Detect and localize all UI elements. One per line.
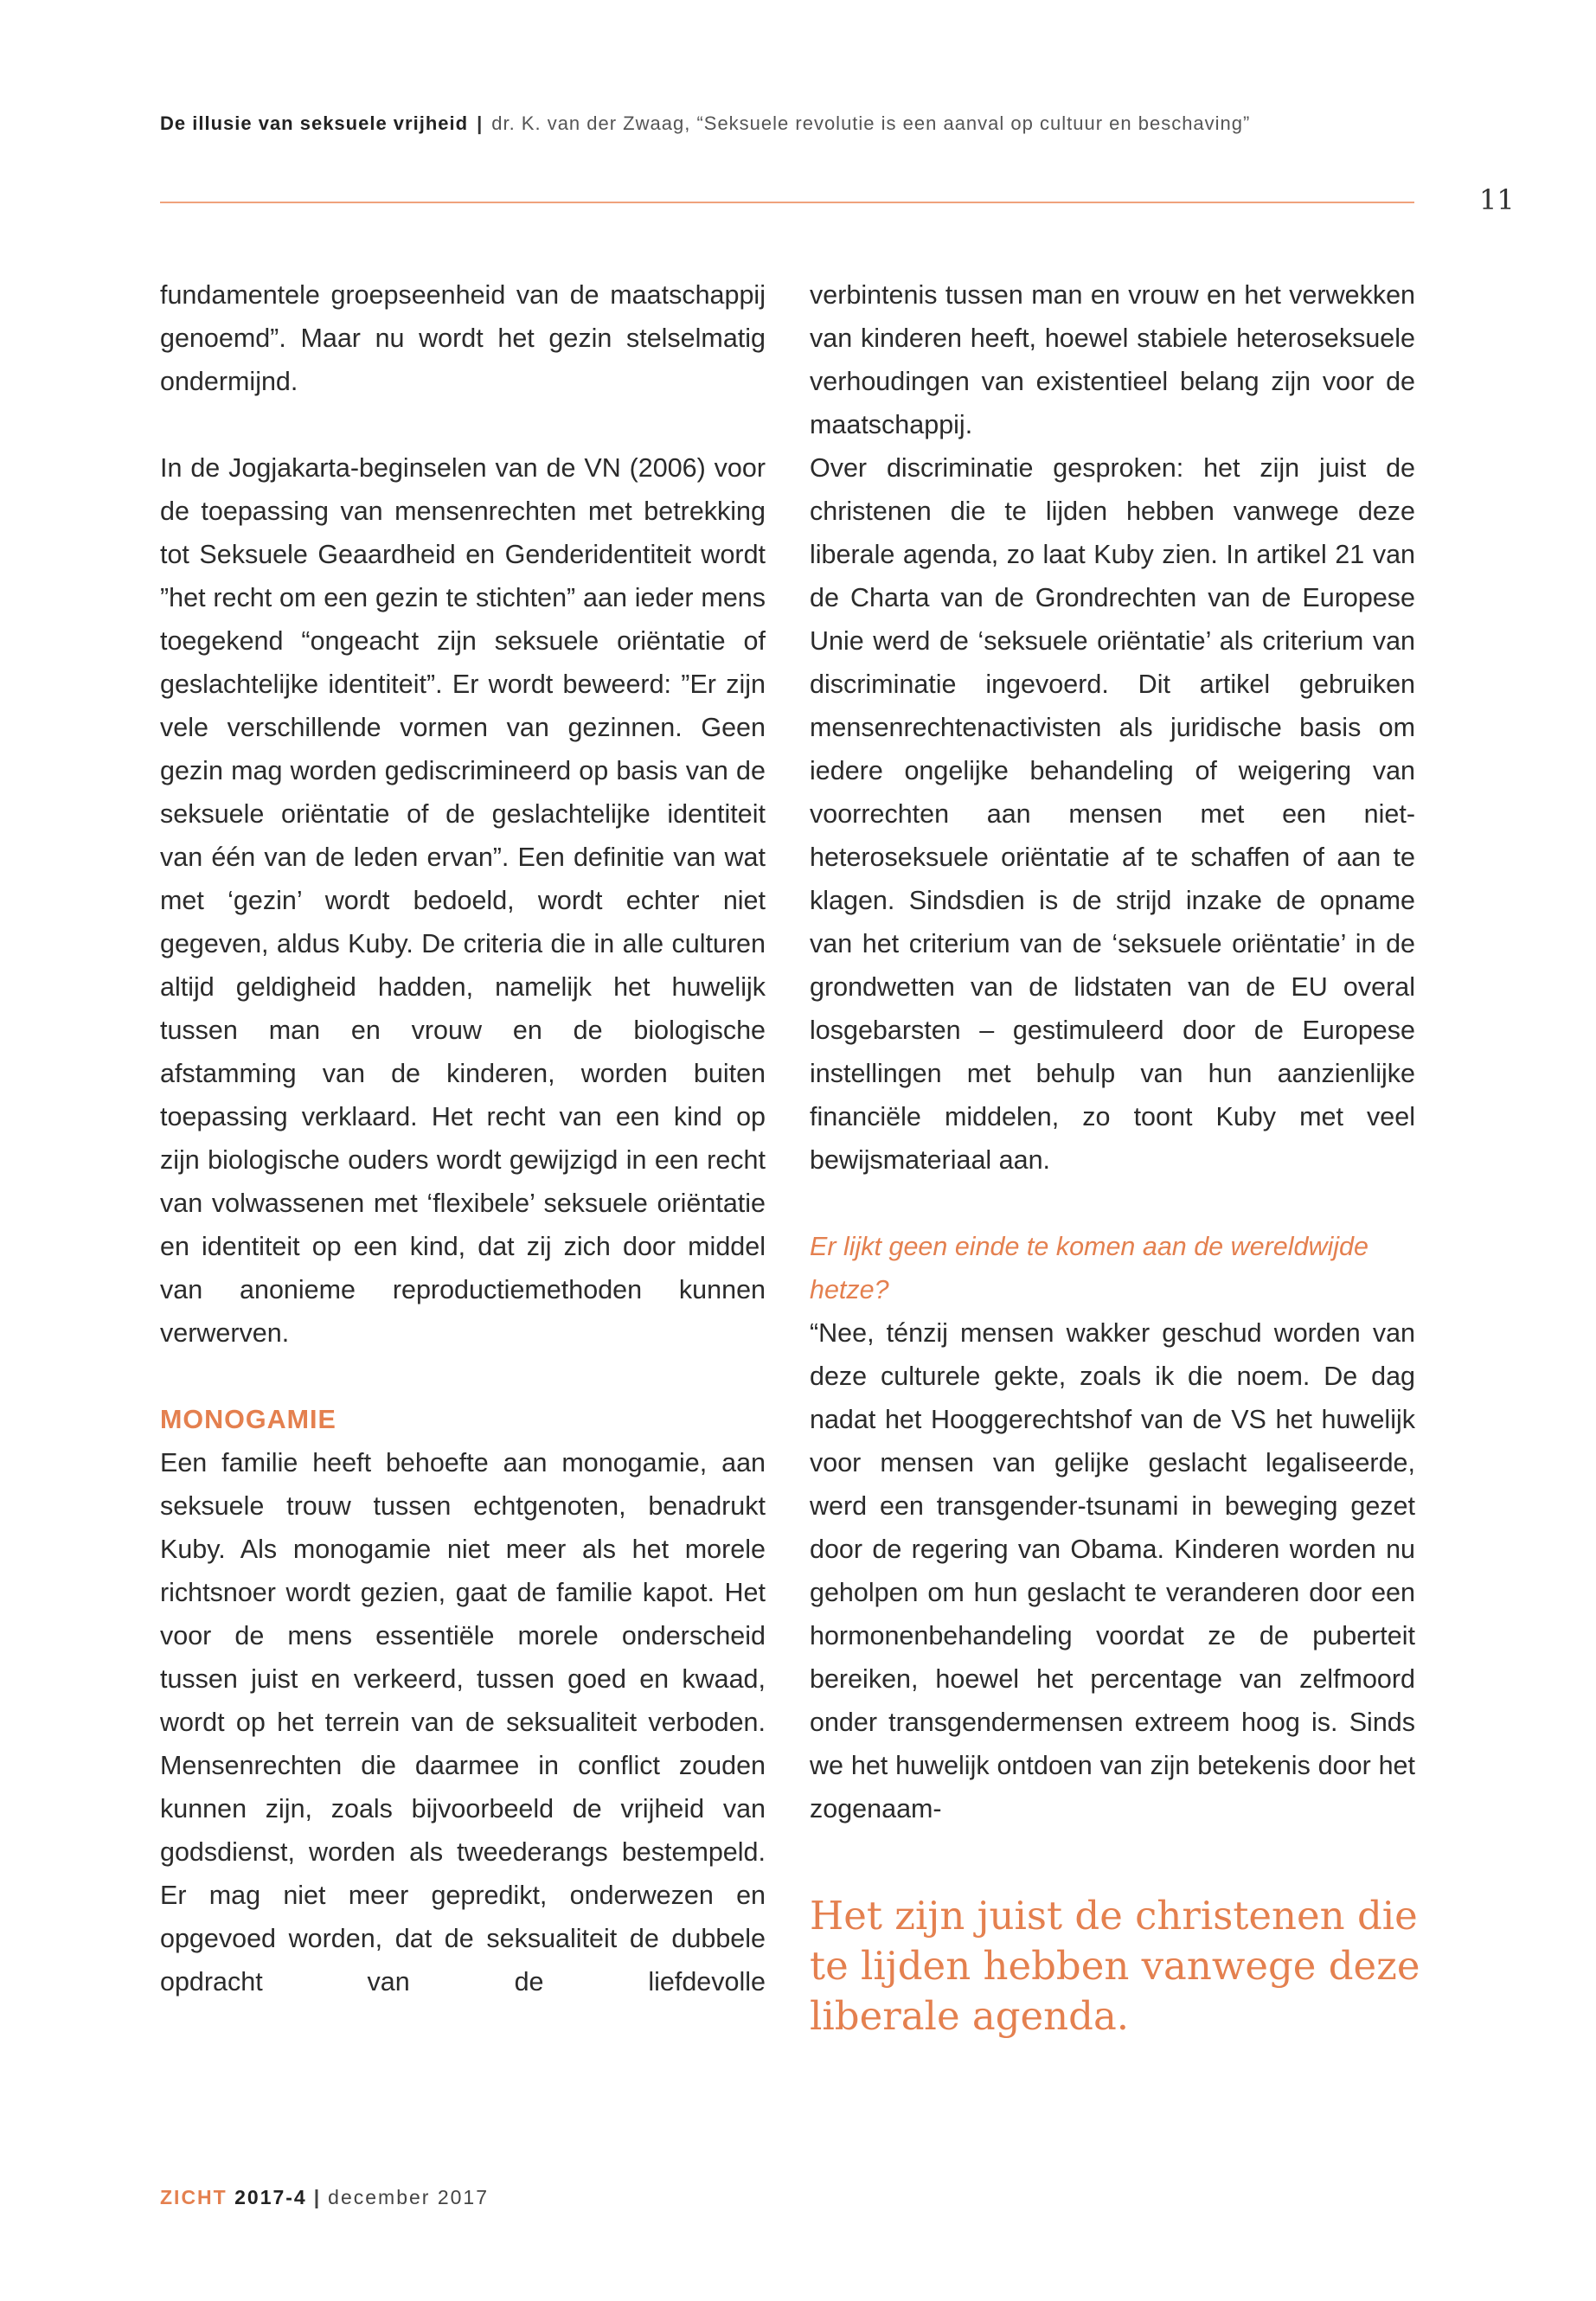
header-subtitle: dr. K. van der Zwaag, “Seksuele revolutie is een aanval op cultuur en beschaving” [491, 112, 1251, 134]
right-paragraph-3: “Nee, ténzij mensen wakker geschud worden van deze culturele gekte, zoals ik die noem. De dag nadat het Hooggerechtshof van de VS het huwelijk voor mensen van gelijke geslacht legaliseerde, werd een transgender-tsunami in beweging gezet door de regering van Obama. Kinderen worden nu geholpen om hun geslacht te veranderen door een hormonenbehandeling voordat ze de puberteit bereiken, hoewel het percentage van zelfmoord onder transgendermensen extreem hoog is. Sinds we het huwelijk ontdoen van zijn betekenis door het zogenaam- [810, 1318, 1415, 1823]
interview-question: Er lijkt geen einde te komen aan de wereldwijde hetze? [810, 1232, 1368, 1304]
left-column [160, 273, 766, 2003]
page-footer [160, 2186, 489, 2209]
right-paragraph-2: Over discriminatie gesproken: het zijn juist de christenen die te lijden hebben vanwege deze liberale agenda, zo laat Kuby zien. In artikel 21 van de Charta van de Grondrechten van de Europese Unie werd de ‘seksuele oriëntatie’ als criterium van discriminatie ingevoerd. Dit artikel gebruiken mensenrechtenactivisten als juridische basis om iedere ongelijke behandeling of weigering van voorrechten aan mensen met een niet-heteroseksuele oriëntatie af te schaffen of aan te klagen. Sindsdien is de strijd inzake de opname van het criterium van de ‘seksuele oriëntatie’ in de grondwetten van de lidstaten van de EU overal losgebarsten – gestimuleerd door de Europese instellingen met behulp van hun aanzienlijke financiële middelen, zo toont Kuby met veel bewijsmateriaal aan. [810, 453, 1415, 1175]
right-paragraph-1: verbintenis tussen man en vrouw en het verwekken van kinderen heeft, hoewel stabiele heteroseksuele verhoudingen van existentieel belang zijn voor de maatschappij. [810, 280, 1415, 439]
right-column [810, 273, 1415, 1830]
footer-magazine: ZICHT [160, 2186, 228, 2208]
footer-separator: | [313, 2186, 322, 2208]
left-paragraph-1: fundamentele groepseenheid van de maatschappij genoemd”. Maar nu wordt het gezin stelselmatig ondermijnd. [160, 280, 766, 396]
pull-quote: Het zijn juist de christenen die te lijden hebben vanwege deze liberale agenda. [810, 1893, 1420, 2039]
header-title: De illusie van seksuele vrijheid [160, 112, 469, 134]
footer-date: december 2017 [328, 2186, 490, 2208]
running-header [160, 112, 1414, 135]
header-rule [160, 202, 1414, 203]
left-paragraph-3: Een familie heeft behoefte aan monogamie, aan seksuele trouw tussen echtgenoten, benadrukt Kuby. Als monogamie niet meer als het morele richtsnoer wordt gezien, gaat de familie kapot. Het voor de mens essentiële morele onderscheid tussen juist en verkeerd, tussen goed en kwaad, wordt op het terrein van de seksualiteit verboden. Mensenrechten die daarmee in conflict zouden kunnen zijn, zoals bijvoorbeeld de vrijheid van godsdienst, worden als tweederangs bestempeld. Er mag niet meer gepredikt, onderwezen en opgevoed worden, dat de seksualiteit de dubbele opdracht van de liefdevolle [160, 1448, 766, 1997]
left-paragraph-2: In de Jogjakarta-beginselen van de VN (2006) voor de toepassing van mensenrechten met betrekking tot Seksuele Geaardheid en Genderidentiteit wordt ”het recht om een gezin te stichten” aan ieder mens toegekend “ongeacht zijn seksuele oriëntatie of geslachtelijke identiteit”. Er wordt beweerd: ”Er zijn vele verschillende vormen van gezinnen. Geen gezin mag worden gediscrimineerd op basis van de seksuele oriëntatie of de geslachtelijke identiteit van één van de leden ervan”. Een definitie van wat met ‘gezin’ wordt bedoeld, wordt echter niet gegeven, aldus Kuby. De criteria die in alle culturen altijd geldigheid hadden, namelijk het huwelijk tussen man en vrouw en de biologische afstamming van de kinderen, worden buiten toepassing verklaard. Het recht van een kind op zijn biologische ouders wordt gewijzigd in een recht van volwassenen met ‘flexibele’ seksuele oriëntatie en identiteit op een kind, dat zij zich door middel van anonieme reproductiemethoden kunnen verwerven. [160, 453, 766, 1348]
header-separator: | [477, 112, 484, 134]
section-heading-monogamie: MONOGAMIE [160, 1405, 337, 1434]
footer-issue: 2017-4 [234, 2186, 307, 2208]
page-number: 11 [1479, 183, 1515, 216]
